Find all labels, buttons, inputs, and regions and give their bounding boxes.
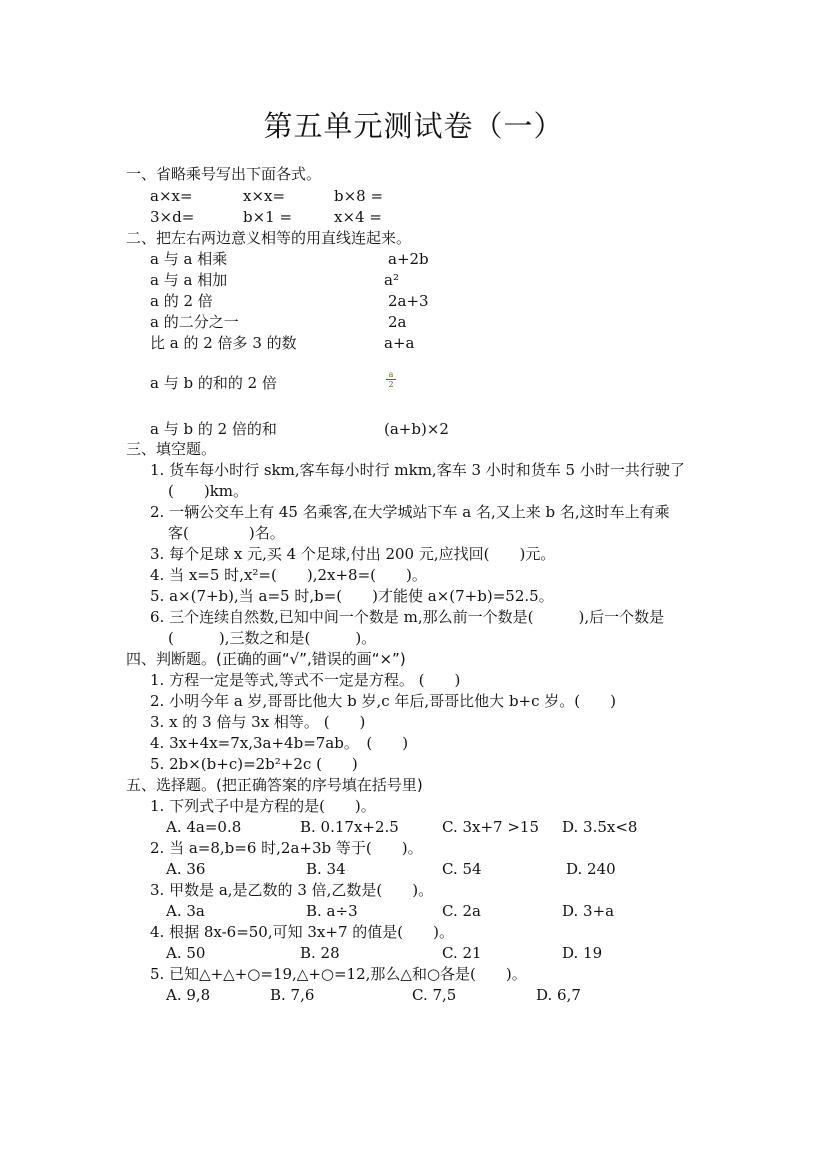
match-right-item: 2a bbox=[388, 313, 407, 331]
judge-line: 4. 3x+4x=7x,3a+4b=7ab。 ( ) bbox=[150, 734, 409, 752]
choice-option: B. 7,6 bbox=[270, 986, 315, 1004]
section-3-heading: 三、填空题。 bbox=[126, 440, 217, 458]
match-right-item: a+2b bbox=[388, 250, 429, 268]
match-left-item: a 与 b 的 2 倍的和 bbox=[150, 420, 277, 438]
match-left-item: a 与 b 的和的 2 倍 bbox=[150, 374, 277, 392]
match-left-item: a 的 2 倍 bbox=[150, 292, 213, 310]
choice-question: 5. 已知△+△+○=19,△+○=12,那么△和○各是( )。 bbox=[150, 965, 527, 983]
choice-option: C. 54 bbox=[442, 860, 482, 878]
fill-blank-line: ( )km。 bbox=[168, 482, 249, 500]
s1-item: b×1 = bbox=[243, 208, 293, 226]
choice-option: B. a÷3 bbox=[306, 902, 358, 920]
choice-question: 1. 下列式子中是方程的是( )。 bbox=[150, 797, 376, 815]
choice-option: C. 2a bbox=[442, 902, 481, 920]
match-left-item: a 与 a 相乘 bbox=[150, 250, 228, 268]
fill-blank-line: ( ),三数之和是( )。 bbox=[168, 629, 377, 647]
judge-line: 3. x 的 3 倍与 3x 相等。 ( ) bbox=[150, 713, 366, 731]
match-right-fraction bbox=[386, 370, 396, 389]
choice-option: D. 3.5x<8 bbox=[562, 818, 638, 836]
fill-blank-line: 3. 每个足球 x 元,买 4 个足球,付出 200 元,应找回( )元。 bbox=[150, 545, 556, 563]
section-2-heading: 二、把左右两边意义相等的用直线连起来。 bbox=[126, 229, 412, 247]
s1-item: b×8 = bbox=[334, 187, 384, 205]
choice-question: 3. 甲数是 a,是乙数的 3 倍,乙数是( )。 bbox=[150, 881, 434, 899]
choice-option: C. 7,5 bbox=[412, 986, 457, 1004]
s1-item: x×x= bbox=[243, 187, 286, 205]
choice-option: D. 240 bbox=[566, 860, 616, 878]
s1-item: 3×d= bbox=[150, 208, 195, 226]
choice-option: A. 3a bbox=[166, 902, 205, 920]
choice-option: C. 21 bbox=[442, 944, 482, 962]
section-5-heading: 五、选择题。(把正确答案的序号填在括号里) bbox=[126, 776, 423, 794]
choice-option: B. 28 bbox=[300, 944, 340, 962]
choice-option: A. 36 bbox=[166, 860, 206, 878]
match-left-item: a 的二分之一 bbox=[150, 313, 239, 331]
fill-blank-line: 4. 当 x=5 时,x²=( ),2x+8=( )。 bbox=[150, 566, 427, 584]
match-right-item: (a+b)×2 bbox=[384, 420, 449, 438]
section-4-heading: 四、判断题。(正确的画“√”,错误的画“×”) bbox=[126, 650, 406, 668]
fill-blank-line: 客( )名。 bbox=[168, 524, 285, 542]
match-left-item: 比 a 的 2 倍多 3 的数 bbox=[150, 334, 297, 352]
fill-blank-line: 2. 一辆公交车上有 45 名乘客,在大学城站下车 a 名,又上来 b 名,这时车上有乘 bbox=[150, 503, 670, 521]
fill-blank-line: 6. 三个连续自然数,已知中间一个数是 m,那么前一个数是( ),后一个数是 bbox=[150, 608, 665, 626]
choice-option: D. 3+a bbox=[562, 902, 615, 920]
fraction-numerator: a bbox=[386, 370, 396, 380]
judge-line: 5. 2b×(b+c)=2b²+2c ( ) bbox=[150, 755, 358, 773]
choice-option: B. 0.17x+2.5 bbox=[300, 818, 399, 836]
choice-option: D. 19 bbox=[562, 944, 603, 962]
s1-item: a×x= bbox=[150, 187, 193, 205]
judge-line: 2. 小明今年 a 岁,哥哥比他大 b 岁,c 年后,哥哥比他大 b+c 岁。( ) bbox=[150, 692, 616, 710]
match-left-item: a 与 a 相加 bbox=[150, 271, 228, 289]
choice-option: A. 50 bbox=[166, 944, 206, 962]
match-right-item: a² bbox=[384, 271, 399, 289]
choice-option: D. 6,7 bbox=[536, 986, 581, 1004]
s1-item: x×4 = bbox=[334, 208, 382, 226]
fill-blank-line: 1. 货车每小时行 skm,客车每小时行 mkm,客车 3 小时和货车 5 小时一共行驶了 bbox=[150, 461, 685, 479]
page-title: 第五单元测试卷（一） bbox=[263, 109, 564, 143]
choice-question: 4. 根据 8x-6=50,可知 3x+7 的值是( )。 bbox=[150, 923, 454, 941]
section-1-heading: 一、省略乘号写出下面各式。 bbox=[126, 165, 322, 183]
choice-option: B. 34 bbox=[306, 860, 346, 878]
match-right-item: a+a bbox=[384, 334, 415, 352]
choice-option: C. 3x+7 >15 bbox=[442, 818, 540, 836]
match-right-item: 2a+3 bbox=[388, 292, 429, 310]
choice-question: 2. 当 a=8,b=6 时,2a+3b 等于( )。 bbox=[150, 839, 423, 857]
choice-option: A. 9,8 bbox=[166, 986, 211, 1004]
choice-option: A. 4a=0.8 bbox=[166, 818, 242, 836]
judge-line: 1. 方程一定是等式,等式不一定是方程。 ( ) bbox=[150, 671, 461, 689]
fill-blank-line: 5. a×(7+b),当 a=5 时,b=( )才能使 a×(7+b)=52.5。 bbox=[150, 587, 554, 605]
fraction-denominator: 2 bbox=[388, 380, 394, 389]
